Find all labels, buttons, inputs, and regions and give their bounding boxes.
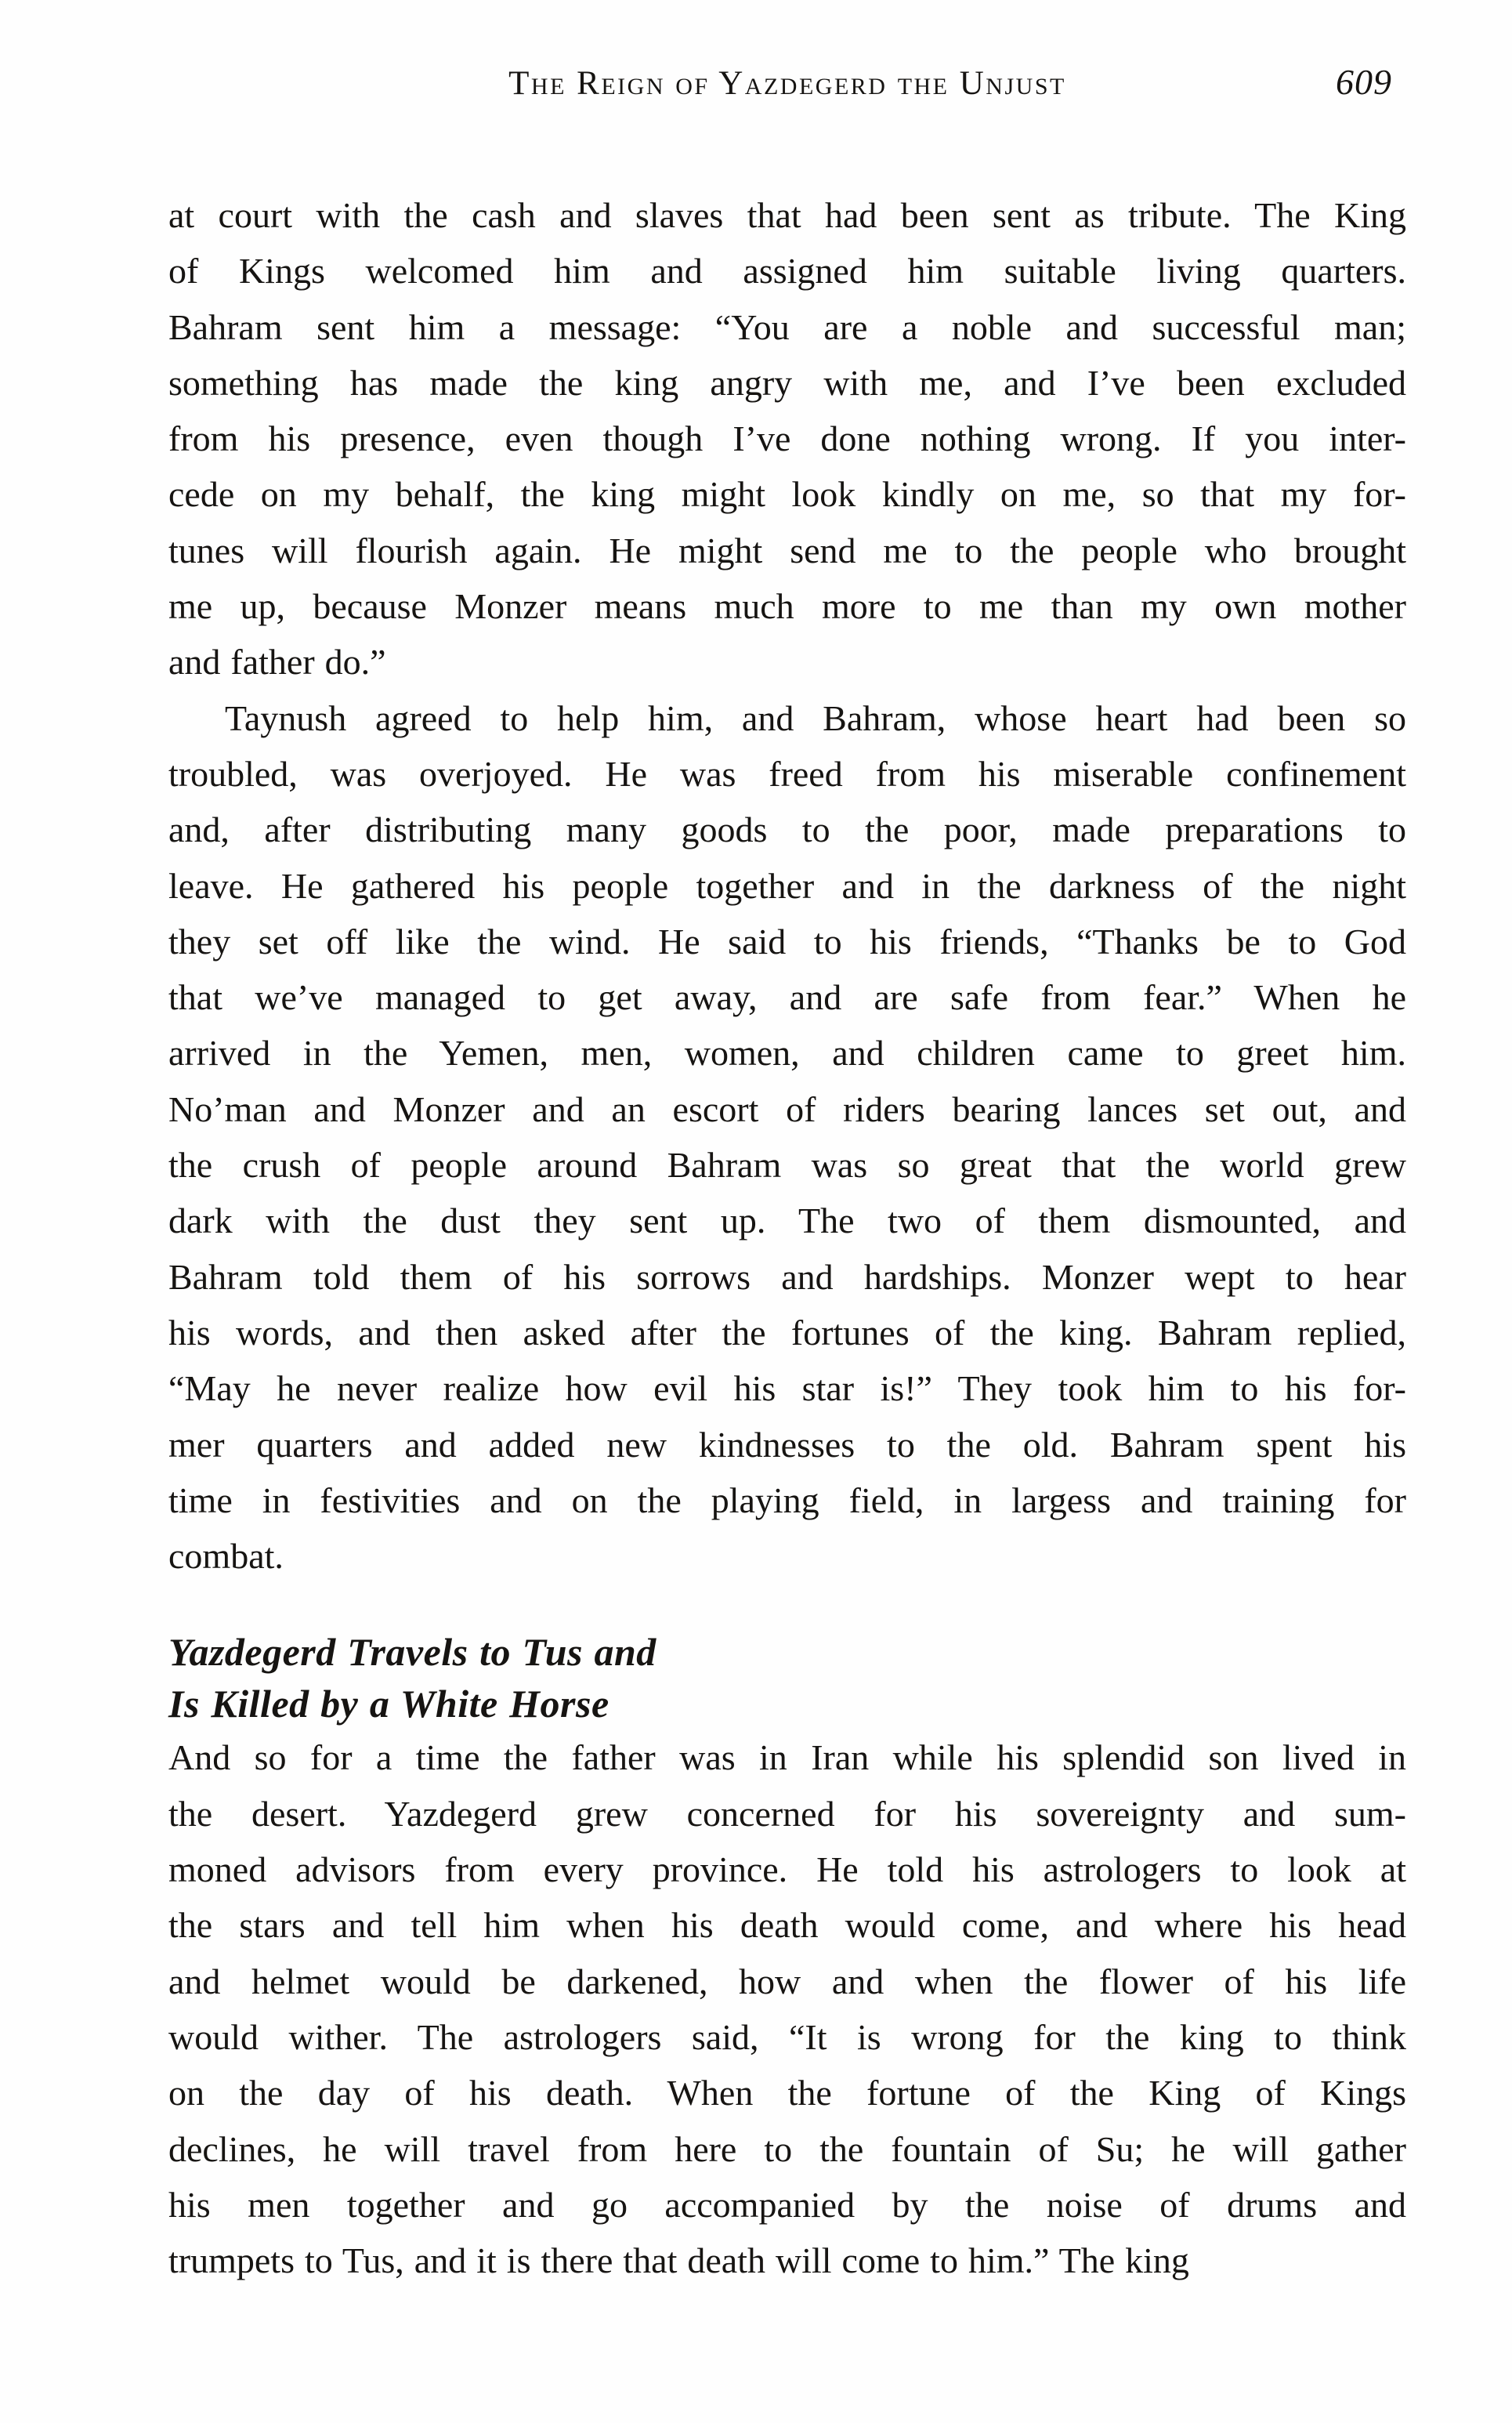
text-line: and, after distributing many goods to the poor, made preparations to	[168, 809, 1406, 850]
text-line: that we’ve managed to get away, and are safe from fear.” When he	[168, 977, 1406, 1018]
text-line: Bahram sent him a message: “You are a noble and successful man;	[168, 306, 1406, 347]
page-number: 609	[1336, 62, 1392, 102]
text-line: cede on my behalf, the king might look kindly on me, so that my for-	[168, 474, 1406, 515]
text-line: tunes will flourish again. He might send me to the people who brought	[168, 530, 1406, 570]
text-line: at court with the cash and slaves that had been sent as tribute. The King	[168, 195, 1406, 235]
text-line: they set off like the wind. He said to his friends, “Thanks be to God	[168, 921, 1406, 962]
text-line: of Kings welcomed him and assigned him suitable living quarters.	[168, 251, 1406, 292]
text-line: and helmet would be darkened, how and when the flower of his life	[168, 1961, 1406, 2001]
text-line: moned advisors from every province. He told his astrologers to look at	[168, 1849, 1406, 1890]
text-line: arrived in the Yemen, men, women, and children came to greet him.	[168, 1033, 1406, 1074]
text-line: Bahram told them of his sorrows and hardships. Monzer wept to hear	[168, 1256, 1406, 1297]
text-line: trumpets to Tus, and it is there that death will come to him.” The king	[168, 2240, 1189, 2281]
text-line: declines, he will travel from here to the fountain of Su; he will gather	[168, 2128, 1406, 2169]
text-line: mer quarters and added new kindnesses to the old. Bahram spent his	[168, 1424, 1406, 1465]
section-heading-line: Yazdegerd Travels to Tus and	[168, 1630, 657, 1675]
paragraph	[168, 690, 1406, 1585]
text-line: his men together and go accompanied by the noise of drums and	[168, 2184, 1406, 2225]
text-line: from his presence, even though I’ve done nothing wrong. If you inter-	[168, 418, 1406, 459]
section-heading	[168, 1626, 1406, 1729]
section-heading-line: Is Killed by a White Horse	[168, 1682, 610, 1726]
text-line: on the day of his death. When the fortune of the King of Kings	[168, 2073, 1406, 2113]
text-line: dark with the dust they sent up. The two of them dismounted, and	[168, 1201, 1406, 1241]
text-line: would wither. The astrologers said, “It is wrong for the king to think	[168, 2016, 1406, 2057]
text-line: combat.	[168, 1536, 284, 1577]
text-line: time in festivities and on the playing field, in largess and training for	[168, 1480, 1406, 1520]
text-line: and father do.”	[168, 642, 386, 683]
text-line: the desert. Yazdegerd grew concerned for his sovereignty and sum-	[168, 1793, 1406, 1834]
paragraph	[168, 1729, 1406, 2288]
text-line: And so for a time the father was in Iran while his splendid son lived in	[168, 1737, 1406, 1778]
text-line: his words, and then asked after the fortunes of the king. Bahram replied,	[168, 1312, 1406, 1353]
paragraph	[168, 187, 1406, 690]
page-content	[168, 187, 1406, 2288]
text-line: troubled, was overjoyed. He was freed from his miserable confinement	[168, 753, 1406, 794]
page-title: The Reign of Yazdegerd the Unjust	[508, 65, 1066, 102]
text-line: Taynush agreed to help him, and Bahram, whose heart had been so	[225, 697, 1406, 738]
text-line: something has made the king angry with me, and I’ve been excluded	[168, 362, 1406, 403]
running-head	[168, 64, 1406, 103]
text-line: me up, because Monzer means much more to me than my own mother	[168, 586, 1406, 627]
text-line: No’man and Monzer and an escort of riders bearing lances set out, and	[168, 1088, 1406, 1129]
text-line: the stars and tell him when his death would come, and where his head	[168, 1905, 1406, 1946]
text-line: leave. He gathered his people together and in the darkness of the night	[168, 865, 1406, 906]
text-line: “May he never realize how evil his star is!” They took him to his for-	[168, 1368, 1406, 1409]
text-line: the crush of people around Bahram was so great that the world grew	[168, 1145, 1406, 1186]
